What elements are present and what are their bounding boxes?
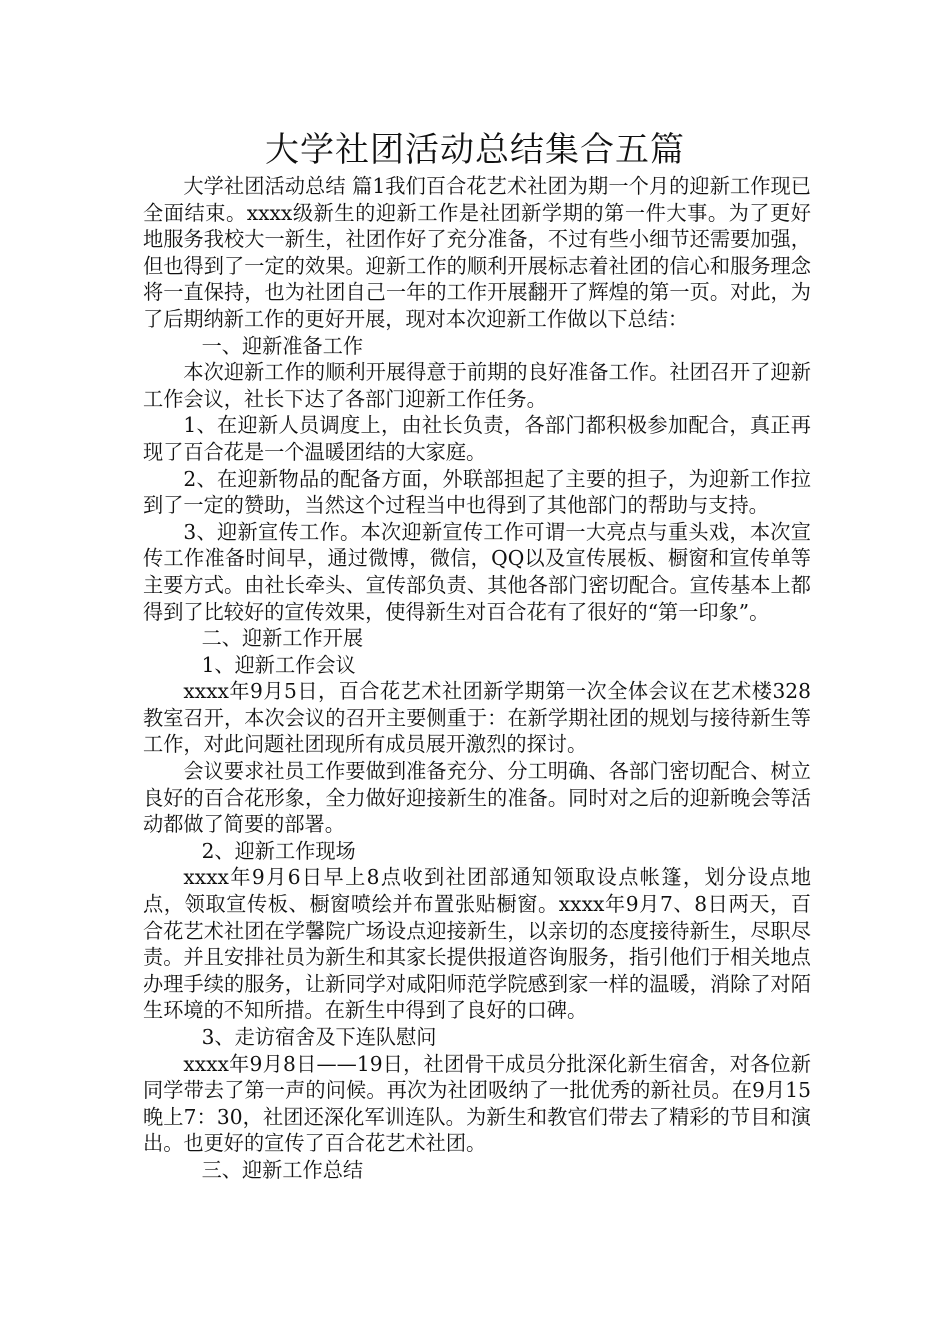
subsection-heading-meeting: 1、迎新工作会议 [201,652,356,677]
body-paragraph: xxxx年9月8日——19日，社团骨干成员分批深化新生宿舍，对各位新同学带去了第一声的问候。再次为社团吸纳了一批优秀的新社员。在9月15晚上7：30，社团还深化军训连队。为新生和教官们带去了精彩的节目和演出。也更好的宣传了百合花艺术社团。 [143,1051,811,1156]
document-title: 大学社团活动总结集合五篇 [265,130,685,170]
intro-paragraph: 大学社团活动总结 篇1我们百合花艺术社团为期一个月的迎新工作现已全面结束。xxxx级新生的迎新工作是社团新学期的第一件大事。为了更好地服务我校大一新生，社团作好了充分准备，不过有些小细节还需要加强，但也得到了一定的效果。迎新工作的顺利开展标志着社团的信心和服务理念将一直保持，也为社团自己一年的工作开展翻开了辉煌的第一页。对此，为了后期纳新工作的更好开展，现对本次迎新工作做以下总结： [143,174,811,331]
body-paragraph: 1、在迎新人员调度上，由社长负责，各部门都积极参加配合，真正再现了百合花是一个温暖团结的大家庭。 [143,413,811,464]
section-heading-execution: 二、迎新工作开展 [201,626,364,651]
document-body [143,173,811,1184]
body-paragraph: 2、在迎新物品的配备方面，外联部担起了主要的担子，为迎新工作拉到了一定的赞助，当然这个过程当中也得到了其他部门的帮助与支持。 [143,466,811,518]
body-paragraph: 3、迎新宣传工作。本次迎新宣传工作可谓一大亮点与重头戏，本次宣传工作准备时间早，通过微博，微信，QQ以及宣传展板、橱窗和宣传单等主要方式。由社长牵头、宣传部负责、其他各部门密切配合。宣传基本上都得到了比较好的宣传效果，使得新生对百合花有了很好的“第一印象”。 [143,519,811,624]
subsection-heading-onsite: 2、迎新工作现场 [201,838,356,863]
subsection-heading-visits: 3、走访宿舍及下连队慰问 [201,1025,437,1049]
section-heading-preparation: 一、迎新准备工作 [201,333,364,358]
section-heading-summary: 三、迎新工作总结 [201,1157,364,1182]
body-paragraph: 会议要求社员工作要做到准备充分、分工明确、各部门密切配合、树立良好的百合花形象，全力做好迎接新生的准备。同时对之后的迎新晚会等活动都做了简要的部署。 [143,759,811,837]
body-paragraph: 本次迎新工作的顺利开展得意于前期的良好准备工作。社团召开了迎新工作会议，社长下达了各部门迎新工作任务。 [143,360,811,411]
body-paragraph: xxxx年9月6日早上8点收到社团部通知领取设点帐篷，划分设点地点，领取宣传板、橱窗喷绘并布置张贴橱窗。xxxx年9月7、8日两天，百合花艺术社团在学馨院广场设点迎接新生，以亲切的态度接待新生，尽职尽责。并且安排社员为新生和其家长提供报道咨询服务，指引他们于相关地点办理手续的服务，让新同学对咸阳师范学院感到家一样的温暖，消除了对陌生环境的不知所措。在新生中得到了良好的口碑。 [143,865,811,1023]
body-paragraph: xxxx年9月5日，百合花艺术社团新学期第一次全体会议在艺术楼328教室召开，本次会议的召开主要侧重于：在新学期社团的规划与接待新生等工作，对此问题社团现所有成员展开激烈的探讨。 [143,679,811,757]
